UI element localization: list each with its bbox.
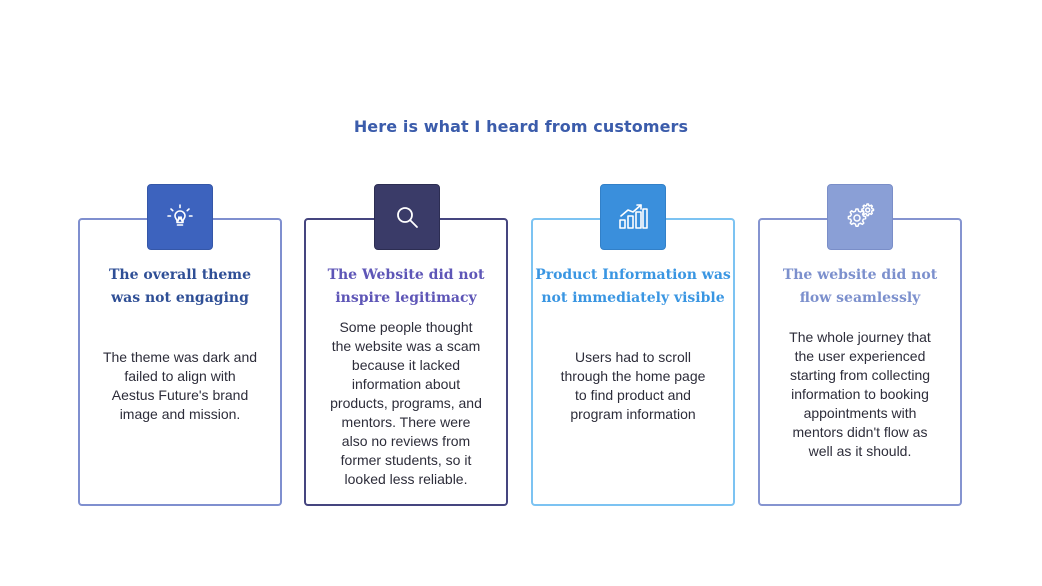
feedback-card-theme <box>78 218 282 506</box>
card-body: Some people thought the website was a scam because it lacked information about products, programs, and mentors. There were also no reviews from former students, so it looked less reliable. <box>330 319 482 487</box>
bar-chart-icon <box>600 184 666 250</box>
gears-icon <box>827 184 893 250</box>
feedback-card-flow <box>758 218 962 506</box>
card-heading: Product Information was not immediately visible <box>535 267 731 306</box>
card-body: Users had to scroll through the home page to find product and program information <box>560 349 706 422</box>
page-title: Here is what I heard from customers <box>353 117 689 136</box>
card-heading: The overall theme was not engaging <box>109 267 251 306</box>
magnifier-icon <box>374 184 440 250</box>
card-heading: The Website did not inspire legitimacy <box>327 267 485 306</box>
card-heading: The website did not flow seamlessly <box>782 267 938 306</box>
card-body: The theme was dark and failed to align with Aestus Future's brand image and mission. <box>102 349 258 422</box>
feedback-card-legitimacy <box>304 218 508 506</box>
feedback-card-product-info <box>531 218 735 506</box>
lightbulb-icon <box>147 184 213 250</box>
card-body: The whole journey that the user experienced starting from collecting information to booking appointments with mentors didn't flow as well as it should. <box>789 329 931 459</box>
